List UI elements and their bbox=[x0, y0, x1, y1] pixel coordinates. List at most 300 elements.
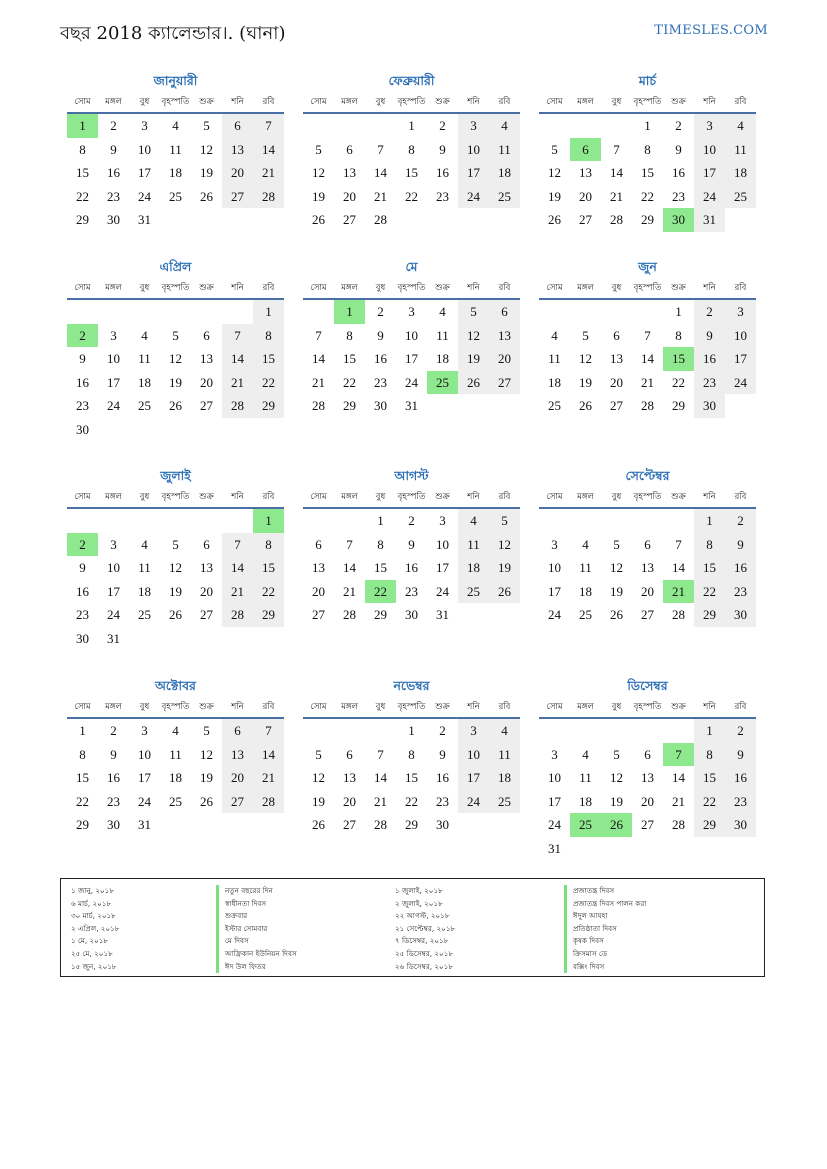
day-cell[interactable]: 15 bbox=[405, 770, 418, 785]
day-cell[interactable]: 26 bbox=[489, 580, 520, 604]
day-cell[interactable]: 15 bbox=[343, 351, 356, 366]
day-cell[interactable]: 14 bbox=[672, 560, 685, 575]
day-cell[interactable]: 18 bbox=[138, 583, 151, 599]
day-cell[interactable]: 4 bbox=[582, 536, 589, 552]
day-cell[interactable]: 23 bbox=[436, 188, 449, 204]
day-cell[interactable]: 15 bbox=[253, 556, 284, 580]
day-cell[interactable]: 18 bbox=[138, 374, 151, 390]
day-cell[interactable]: 27 bbox=[343, 212, 356, 227]
day-cell[interactable]: 12 bbox=[548, 165, 561, 180]
day-cell[interactable]: 31 bbox=[694, 208, 725, 232]
day-cell[interactable]: 27 bbox=[489, 371, 520, 395]
day-cell[interactable]: 29 bbox=[405, 817, 418, 832]
holiday-day-cell[interactable]: 2 bbox=[67, 533, 98, 557]
day-cell[interactable]: 25 bbox=[725, 185, 756, 209]
day-cell[interactable]: 27 bbox=[343, 817, 356, 832]
day-cell[interactable]: 7 bbox=[377, 141, 384, 157]
day-cell[interactable]: 4 bbox=[551, 327, 558, 343]
day-cell[interactable]: 5 bbox=[551, 141, 558, 157]
day-cell[interactable]: 30 bbox=[405, 607, 418, 622]
day-cell[interactable]: 28 bbox=[641, 398, 654, 413]
day-cell[interactable]: 23 bbox=[672, 188, 685, 204]
day-cell[interactable]: 26 bbox=[169, 607, 182, 622]
day-cell[interactable]: 2 bbox=[110, 723, 117, 738]
day-cell[interactable]: 16 bbox=[405, 560, 418, 575]
day-cell[interactable]: 24 bbox=[436, 583, 449, 599]
day-cell[interactable]: 20 bbox=[489, 347, 520, 371]
day-cell[interactable]: 9 bbox=[110, 141, 117, 157]
day-cell[interactable]: 30 bbox=[374, 398, 387, 413]
day-cell[interactable]: 8 bbox=[694, 533, 725, 557]
day-cell[interactable]: 18 bbox=[169, 770, 182, 785]
day-cell[interactable]: 20 bbox=[610, 374, 623, 390]
day-cell[interactable]: 7 bbox=[253, 719, 284, 743]
holiday-day-cell[interactable]: 22 bbox=[365, 580, 396, 604]
day-cell[interactable]: 9 bbox=[694, 324, 725, 348]
day-cell[interactable]: 11 bbox=[169, 141, 182, 157]
day-cell[interactable]: 13 bbox=[641, 560, 654, 575]
day-cell[interactable]: 11 bbox=[579, 770, 592, 785]
day-cell[interactable]: 21 bbox=[672, 793, 685, 809]
day-cell[interactable]: 16 bbox=[107, 770, 120, 785]
day-cell[interactable]: 7 bbox=[675, 536, 682, 552]
day-cell[interactable]: 11 bbox=[458, 533, 489, 557]
day-cell[interactable]: 2 bbox=[110, 118, 117, 133]
day-cell[interactable]: 18 bbox=[579, 793, 592, 809]
day-cell[interactable]: 25 bbox=[548, 398, 561, 413]
day-cell[interactable]: 10 bbox=[548, 770, 561, 785]
day-cell[interactable]: 19 bbox=[200, 165, 213, 180]
holiday-day-cell[interactable]: 15 bbox=[663, 347, 694, 371]
day-cell[interactable]: 21 bbox=[253, 766, 284, 790]
day-cell[interactable]: 26 bbox=[169, 398, 182, 413]
day-cell[interactable]: 13 bbox=[222, 743, 253, 767]
day-cell[interactable]: 17 bbox=[548, 583, 561, 599]
day-cell[interactable]: 10 bbox=[436, 536, 449, 552]
day-cell[interactable]: 22 bbox=[76, 188, 89, 204]
day-cell[interactable]: 2 bbox=[725, 719, 756, 743]
day-cell[interactable]: 6 bbox=[613, 327, 620, 343]
day-cell[interactable]: 5 bbox=[315, 141, 322, 157]
day-cell[interactable]: 1 bbox=[377, 513, 384, 528]
day-cell[interactable]: 25 bbox=[489, 790, 520, 814]
day-cell[interactable]: 21 bbox=[253, 161, 284, 185]
day-cell[interactable]: 14 bbox=[253, 138, 284, 162]
day-cell[interactable]: 2 bbox=[377, 304, 384, 319]
day-cell[interactable]: 17 bbox=[725, 347, 756, 371]
day-cell[interactable]: 25 bbox=[169, 188, 182, 204]
day-cell[interactable]: 23 bbox=[107, 793, 120, 809]
day-cell[interactable]: 4 bbox=[439, 304, 446, 319]
day-cell[interactable]: 28 bbox=[672, 817, 685, 832]
day-cell[interactable]: 1 bbox=[694, 509, 725, 533]
day-cell[interactable]: 18 bbox=[548, 374, 561, 390]
day-cell[interactable]: 17 bbox=[548, 793, 561, 809]
day-cell[interactable]: 5 bbox=[613, 746, 620, 762]
day-cell[interactable]: 25 bbox=[579, 607, 592, 622]
day-cell[interactable]: 17 bbox=[107, 374, 120, 390]
day-cell[interactable]: 24 bbox=[107, 607, 120, 622]
day-cell[interactable]: 20 bbox=[200, 374, 213, 390]
day-cell[interactable]: 1 bbox=[408, 118, 415, 133]
day-cell[interactable]: 13 bbox=[489, 324, 520, 348]
day-cell[interactable]: 28 bbox=[343, 607, 356, 622]
day-cell[interactable]: 25 bbox=[458, 580, 489, 604]
day-cell[interactable]: 19 bbox=[169, 583, 182, 599]
day-cell[interactable]: 14 bbox=[610, 165, 623, 180]
day-cell[interactable]: 29 bbox=[694, 603, 725, 627]
day-cell[interactable]: 21 bbox=[312, 374, 325, 390]
day-cell[interactable]: 12 bbox=[312, 165, 325, 180]
day-cell[interactable]: 12 bbox=[169, 560, 182, 575]
day-cell[interactable]: 6 bbox=[203, 327, 210, 343]
day-cell[interactable]: 28 bbox=[253, 185, 284, 209]
holiday-day-cell[interactable]: 6 bbox=[570, 138, 601, 162]
site-link[interactable]: TIMESLES.COM bbox=[654, 23, 768, 38]
day-cell[interactable]: 1 bbox=[694, 719, 725, 743]
day-cell[interactable]: 27 bbox=[222, 185, 253, 209]
day-cell[interactable]: 9 bbox=[675, 141, 682, 157]
day-cell[interactable]: 3 bbox=[408, 304, 415, 319]
day-cell[interactable]: 27 bbox=[200, 607, 213, 622]
day-cell[interactable]: 22 bbox=[405, 188, 418, 204]
day-cell[interactable]: 12 bbox=[610, 770, 623, 785]
day-cell[interactable]: 19 bbox=[610, 793, 623, 809]
day-cell[interactable]: 4 bbox=[458, 509, 489, 533]
day-cell[interactable]: 31 bbox=[548, 840, 561, 856]
day-cell[interactable]: 11 bbox=[169, 746, 182, 762]
day-cell[interactable]: 10 bbox=[458, 138, 489, 162]
day-cell[interactable]: 28 bbox=[610, 212, 623, 227]
day-cell[interactable]: 22 bbox=[694, 580, 725, 604]
day-cell[interactable]: 5 bbox=[582, 327, 589, 343]
day-cell[interactable]: 24 bbox=[458, 790, 489, 814]
day-cell[interactable]: 13 bbox=[312, 560, 325, 575]
day-cell[interactable]: 16 bbox=[725, 556, 756, 580]
day-cell[interactable]: 28 bbox=[672, 607, 685, 622]
day-cell[interactable]: 20 bbox=[343, 793, 356, 809]
day-cell[interactable]: 14 bbox=[253, 743, 284, 767]
day-cell[interactable]: 15 bbox=[76, 770, 89, 785]
day-cell[interactable]: 31 bbox=[405, 398, 418, 413]
day-cell[interactable]: 19 bbox=[458, 347, 489, 371]
day-cell[interactable]: 15 bbox=[694, 556, 725, 580]
day-cell[interactable]: 13 bbox=[200, 351, 213, 366]
day-cell[interactable]: 26 bbox=[579, 398, 592, 413]
day-cell[interactable]: 30 bbox=[76, 630, 89, 646]
day-cell[interactable]: 9 bbox=[439, 141, 446, 157]
day-cell[interactable]: 1 bbox=[644, 118, 651, 133]
day-cell[interactable]: 23 bbox=[76, 607, 89, 622]
day-cell[interactable]: 8 bbox=[253, 324, 284, 348]
day-cell[interactable]: 27 bbox=[641, 607, 654, 622]
day-cell[interactable]: 8 bbox=[79, 746, 86, 762]
day-cell[interactable]: 26 bbox=[200, 793, 213, 809]
day-cell[interactable]: 19 bbox=[169, 374, 182, 390]
day-cell[interactable]: 26 bbox=[312, 817, 325, 832]
day-cell[interactable]: 9 bbox=[79, 560, 86, 575]
day-cell[interactable]: 2 bbox=[725, 509, 756, 533]
holiday-day-cell[interactable]: 1 bbox=[334, 300, 365, 324]
day-cell[interactable]: 21 bbox=[222, 371, 253, 395]
day-cell[interactable]: 4 bbox=[141, 327, 148, 343]
day-cell[interactable]: 16 bbox=[725, 766, 756, 790]
day-cell[interactable]: 2 bbox=[439, 723, 446, 738]
day-cell[interactable]: 22 bbox=[405, 793, 418, 809]
day-cell[interactable]: 18 bbox=[489, 161, 520, 185]
day-cell[interactable]: 4 bbox=[725, 114, 756, 138]
day-cell[interactable]: 5 bbox=[458, 300, 489, 324]
day-cell[interactable]: 9 bbox=[377, 327, 384, 343]
day-cell[interactable]: 19 bbox=[610, 583, 623, 599]
day-cell[interactable]: 16 bbox=[76, 583, 89, 599]
day-cell[interactable]: 22 bbox=[694, 790, 725, 814]
day-cell[interactable]: 8 bbox=[408, 746, 415, 762]
day-cell[interactable]: 24 bbox=[138, 793, 151, 809]
day-cell[interactable]: 12 bbox=[579, 351, 592, 366]
day-cell[interactable]: 28 bbox=[253, 790, 284, 814]
day-cell[interactable]: 30 bbox=[725, 813, 756, 837]
day-cell[interactable]: 26 bbox=[200, 188, 213, 204]
day-cell[interactable]: 5 bbox=[613, 536, 620, 552]
day-cell[interactable]: 5 bbox=[489, 509, 520, 533]
day-cell[interactable]: 10 bbox=[107, 560, 120, 575]
day-cell[interactable]: 6 bbox=[315, 536, 322, 552]
day-cell[interactable]: 20 bbox=[641, 583, 654, 599]
day-cell[interactable]: 6 bbox=[203, 536, 210, 552]
day-cell[interactable]: 3 bbox=[551, 536, 558, 552]
day-cell[interactable]: 8 bbox=[408, 141, 415, 157]
day-cell[interactable]: 15 bbox=[694, 766, 725, 790]
day-cell[interactable]: 1 bbox=[675, 304, 682, 319]
day-cell[interactable]: 29 bbox=[253, 394, 284, 418]
day-cell[interactable]: 13 bbox=[343, 165, 356, 180]
day-cell[interactable]: 11 bbox=[725, 138, 756, 162]
day-cell[interactable]: 23 bbox=[107, 188, 120, 204]
day-cell[interactable]: 23 bbox=[374, 374, 387, 390]
day-cell[interactable]: 21 bbox=[374, 793, 387, 809]
day-cell[interactable]: 24 bbox=[107, 398, 120, 413]
day-cell[interactable]: 14 bbox=[374, 165, 387, 180]
day-cell[interactable]: 22 bbox=[76, 793, 89, 809]
day-cell[interactable]: 10 bbox=[725, 324, 756, 348]
day-cell[interactable]: 14 bbox=[672, 770, 685, 785]
day-cell[interactable]: 16 bbox=[436, 165, 449, 180]
day-cell[interactable]: 17 bbox=[458, 766, 489, 790]
day-cell[interactable]: 11 bbox=[138, 560, 151, 575]
day-cell[interactable]: 6 bbox=[644, 536, 651, 552]
day-cell[interactable]: 29 bbox=[76, 817, 89, 832]
holiday-day-cell[interactable]: 7 bbox=[663, 743, 694, 767]
day-cell[interactable]: 13 bbox=[222, 138, 253, 162]
day-cell[interactable]: 8 bbox=[644, 141, 651, 157]
day-cell[interactable]: 12 bbox=[200, 746, 213, 762]
day-cell[interactable]: 13 bbox=[343, 770, 356, 785]
day-cell[interactable]: 10 bbox=[405, 327, 418, 343]
day-cell[interactable]: 10 bbox=[694, 138, 725, 162]
day-cell[interactable]: 9 bbox=[408, 536, 415, 552]
day-cell[interactable]: 31 bbox=[107, 630, 120, 646]
day-cell[interactable]: 15 bbox=[76, 165, 89, 180]
day-cell[interactable]: 29 bbox=[374, 607, 387, 622]
day-cell[interactable]: 21 bbox=[641, 374, 654, 390]
day-cell[interactable]: 10 bbox=[548, 560, 561, 575]
day-cell[interactable]: 4 bbox=[582, 746, 589, 762]
day-cell[interactable]: 14 bbox=[641, 351, 654, 366]
day-cell[interactable]: 28 bbox=[374, 212, 387, 227]
day-cell[interactable]: 4 bbox=[172, 723, 179, 738]
day-cell[interactable]: 28 bbox=[374, 817, 387, 832]
day-cell[interactable]: 21 bbox=[222, 580, 253, 604]
day-cell[interactable]: 11 bbox=[489, 743, 520, 767]
day-cell[interactable]: 6 bbox=[644, 746, 651, 762]
day-cell[interactable]: 20 bbox=[312, 583, 325, 599]
day-cell[interactable]: 27 bbox=[579, 212, 592, 227]
day-cell[interactable]: 23 bbox=[725, 580, 756, 604]
day-cell[interactable]: 29 bbox=[641, 212, 654, 227]
day-cell[interactable]: 30 bbox=[694, 394, 725, 418]
day-cell[interactable]: 26 bbox=[312, 212, 325, 227]
day-cell[interactable]: 16 bbox=[76, 374, 89, 390]
day-cell[interactable]: 4 bbox=[489, 114, 520, 138]
day-cell[interactable]: 5 bbox=[203, 723, 210, 738]
day-cell[interactable]: 22 bbox=[253, 580, 284, 604]
day-cell[interactable]: 26 bbox=[610, 607, 623, 622]
day-cell[interactable]: 27 bbox=[222, 790, 253, 814]
day-cell[interactable]: 25 bbox=[169, 793, 182, 809]
day-cell[interactable]: 19 bbox=[489, 556, 520, 580]
day-cell[interactable]: 8 bbox=[253, 533, 284, 557]
day-cell[interactable]: 4 bbox=[172, 118, 179, 133]
day-cell[interactable]: 7 bbox=[644, 327, 651, 343]
day-cell[interactable]: 18 bbox=[725, 161, 756, 185]
day-cell[interactable]: 16 bbox=[694, 347, 725, 371]
day-cell[interactable]: 1 bbox=[79, 723, 86, 738]
day-cell[interactable]: 2 bbox=[694, 300, 725, 324]
day-cell[interactable]: 15 bbox=[405, 165, 418, 180]
day-cell[interactable]: 23 bbox=[405, 583, 418, 599]
day-cell[interactable]: 10 bbox=[138, 746, 151, 762]
day-cell[interactable]: 3 bbox=[551, 746, 558, 762]
day-cell[interactable]: 7 bbox=[222, 533, 253, 557]
day-cell[interactable]: 17 bbox=[107, 583, 120, 599]
day-cell[interactable]: 24 bbox=[405, 374, 418, 390]
day-cell[interactable]: 22 bbox=[343, 374, 356, 390]
day-cell[interactable]: 21 bbox=[374, 188, 387, 204]
day-cell[interactable]: 31 bbox=[138, 212, 151, 227]
day-cell[interactable]: 21 bbox=[610, 188, 623, 204]
day-cell[interactable]: 5 bbox=[172, 536, 179, 552]
day-cell[interactable]: 27 bbox=[200, 398, 213, 413]
day-cell[interactable]: 8 bbox=[346, 327, 353, 343]
day-cell[interactable]: 3 bbox=[110, 536, 117, 552]
day-cell[interactable]: 24 bbox=[548, 817, 561, 832]
day-cell[interactable]: 3 bbox=[458, 719, 489, 743]
day-cell[interactable]: 12 bbox=[169, 351, 182, 366]
day-cell[interactable]: 13 bbox=[641, 770, 654, 785]
day-cell[interactable]: 29 bbox=[694, 813, 725, 837]
holiday-day-cell[interactable]: 30 bbox=[663, 208, 694, 232]
day-cell[interactable]: 20 bbox=[200, 583, 213, 599]
day-cell[interactable]: 26 bbox=[548, 212, 561, 227]
day-cell[interactable]: 21 bbox=[343, 583, 356, 599]
day-cell[interactable]: 7 bbox=[315, 327, 322, 343]
day-cell[interactable]: 29 bbox=[672, 398, 685, 413]
day-cell[interactable]: 3 bbox=[141, 118, 148, 133]
day-cell[interactable]: 22 bbox=[253, 371, 284, 395]
day-cell[interactable]: 18 bbox=[436, 351, 449, 366]
day-cell[interactable]: 6 bbox=[489, 300, 520, 324]
day-cell[interactable]: 23 bbox=[694, 371, 725, 395]
day-cell[interactable]: 12 bbox=[610, 560, 623, 575]
day-cell[interactable]: 7 bbox=[253, 114, 284, 138]
day-cell[interactable]: 14 bbox=[374, 770, 387, 785]
day-cell[interactable]: 11 bbox=[548, 351, 561, 366]
day-cell[interactable]: 15 bbox=[253, 347, 284, 371]
day-cell[interactable]: 2 bbox=[439, 118, 446, 133]
day-cell[interactable]: 9 bbox=[110, 746, 117, 762]
day-cell[interactable]: 24 bbox=[548, 607, 561, 622]
day-cell[interactable]: 13 bbox=[200, 560, 213, 575]
day-cell[interactable]: 2 bbox=[408, 513, 415, 528]
day-cell[interactable]: 28 bbox=[312, 398, 325, 413]
day-cell[interactable]: 3 bbox=[725, 300, 756, 324]
day-cell[interactable]: 12 bbox=[200, 141, 213, 157]
day-cell[interactable]: 20 bbox=[222, 766, 253, 790]
day-cell[interactable]: 14 bbox=[312, 351, 325, 366]
day-cell[interactable]: 11 bbox=[579, 560, 592, 575]
holiday-day-cell[interactable]: 1 bbox=[253, 509, 284, 533]
holiday-day-cell[interactable]: 2 bbox=[67, 324, 98, 348]
day-cell[interactable]: 14 bbox=[343, 560, 356, 575]
day-cell[interactable]: 14 bbox=[222, 347, 253, 371]
day-cell[interactable]: 11 bbox=[138, 351, 151, 366]
day-cell[interactable]: 4 bbox=[141, 536, 148, 552]
day-cell[interactable]: 12 bbox=[312, 770, 325, 785]
day-cell[interactable]: 20 bbox=[641, 793, 654, 809]
day-cell[interactable]: 17 bbox=[138, 770, 151, 785]
day-cell[interactable]: 18 bbox=[169, 165, 182, 180]
day-cell[interactable]: 20 bbox=[343, 188, 356, 204]
day-cell[interactable]: 17 bbox=[436, 560, 449, 575]
day-cell[interactable]: 29 bbox=[343, 398, 356, 413]
day-cell[interactable]: 6 bbox=[346, 141, 353, 157]
day-cell[interactable]: 15 bbox=[641, 165, 654, 180]
day-cell[interactable]: 8 bbox=[694, 743, 725, 767]
day-cell[interactable]: 9 bbox=[725, 743, 756, 767]
day-cell[interactable]: 11 bbox=[436, 327, 449, 343]
day-cell[interactable]: 18 bbox=[489, 766, 520, 790]
day-cell[interactable]: 13 bbox=[579, 165, 592, 180]
day-cell[interactable]: 17 bbox=[405, 351, 418, 366]
day-cell[interactable]: 19 bbox=[312, 188, 325, 204]
day-cell[interactable]: 13 bbox=[610, 351, 623, 366]
day-cell[interactable]: 10 bbox=[107, 351, 120, 366]
day-cell[interactable]: 31 bbox=[436, 607, 449, 622]
day-cell[interactable]: 29 bbox=[253, 603, 284, 627]
day-cell[interactable]: 17 bbox=[458, 161, 489, 185]
day-cell[interactable]: 3 bbox=[694, 114, 725, 138]
day-cell[interactable]: 6 bbox=[222, 114, 253, 138]
day-cell[interactable]: 19 bbox=[579, 374, 592, 390]
day-cell[interactable]: 30 bbox=[436, 817, 449, 832]
day-cell[interactable]: 7 bbox=[613, 141, 620, 157]
day-cell[interactable]: 23 bbox=[76, 398, 89, 413]
day-cell[interactable]: 5 bbox=[315, 746, 322, 762]
day-cell[interactable]: 25 bbox=[138, 398, 151, 413]
day-cell[interactable]: 16 bbox=[672, 165, 685, 180]
day-cell[interactable]: 19 bbox=[200, 770, 213, 785]
